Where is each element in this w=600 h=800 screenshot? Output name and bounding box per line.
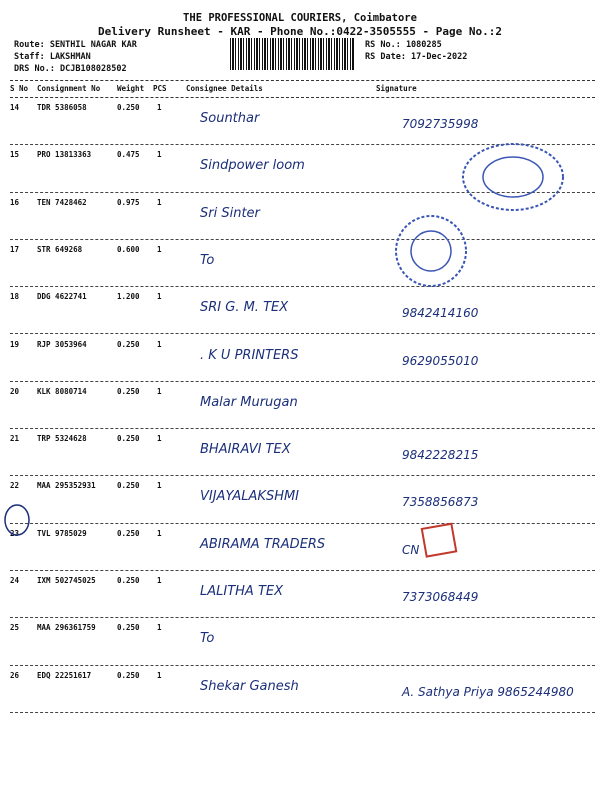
row-weight: 0.250: [117, 103, 140, 112]
row-consignment-no: TVL 9785029: [37, 528, 87, 538]
route-label: Route: SENTHIL NAGAR KAR: [14, 40, 137, 50]
table-row: [10, 286, 595, 334]
table-row: [10, 570, 595, 618]
row-pcs: 1: [157, 434, 162, 444]
row-consignee: ABIRAMA TRADERS: [200, 536, 326, 552]
row-consignee: To: [200, 631, 215, 647]
table-row: [10, 239, 595, 287]
row-consignment-no: KLK 8080714: [37, 386, 87, 396]
row-sno: 14: [10, 103, 20, 112]
row-consignee: Sindpower loom: [200, 158, 305, 174]
row-pcs: 1: [157, 623, 162, 633]
row-signature-note: 9629055010: [402, 353, 479, 368]
row-pcs: 1: [157, 339, 162, 349]
row-weight: 0.250: [117, 339, 140, 349]
row-pcs: 1: [157, 386, 162, 396]
table-row: [10, 334, 595, 382]
row-weight: 0.250: [117, 528, 140, 538]
row-pcs: 1: [157, 292, 162, 302]
table-row: [10, 523, 595, 571]
row-consignment-no: PRO 13813363: [37, 150, 92, 160]
row-consignment-no: DDG 4622741: [37, 292, 87, 302]
col-pcs: PCS: [153, 84, 167, 93]
row-weight: 0.250: [117, 576, 140, 585]
table-row: [10, 381, 595, 429]
row-consignee: LALITHA TEX: [200, 584, 284, 599]
row-pcs: 1: [157, 197, 162, 207]
row-sno: 15: [10, 150, 20, 160]
row-sno: 16: [10, 197, 20, 207]
row-sno: 21: [10, 434, 20, 444]
row-consignment-no: TDR 5386058: [37, 103, 87, 112]
company-stamp-litra: [458, 140, 568, 215]
row-consignee: VIJAYALAKSHMI: [200, 489, 300, 505]
rs-number: RS No.: 1080285: [365, 40, 442, 50]
row-consignee: Sounthar: [200, 111, 260, 126]
rs-date: RS Date: 17-Dec-2022: [365, 52, 468, 62]
table-header: [10, 80, 595, 98]
row-consignment-no: MAA 296361759: [37, 623, 96, 633]
row-pcs: 1: [157, 103, 162, 112]
row-weight: 0.250: [117, 670, 140, 680]
row-consignee: Sri Sinter: [200, 205, 260, 221]
row-consignment-no: EDQ 22251617: [37, 670, 92, 680]
barcode: [230, 38, 354, 70]
row-weight: 0.250: [117, 434, 140, 444]
row-consignment-no: STR 649268: [37, 244, 83, 254]
document-title: THE PROFESSIONAL COURIERS, Coimbatore: [183, 12, 417, 24]
col-signature: Signature: [376, 84, 417, 93]
cn-red-mark: [420, 520, 460, 560]
row-consignee: To: [200, 252, 215, 268]
row-sno: 18: [10, 292, 20, 302]
table-row: [10, 97, 595, 145]
row-sno: 17: [10, 244, 20, 254]
row-sno: 19: [10, 339, 20, 349]
row-weight: 0.250: [117, 481, 140, 491]
col-sno: S No: [10, 84, 29, 93]
row-pcs: 1: [157, 670, 162, 680]
row-signature-note: 7358856873: [402, 495, 479, 510]
row-signature-note: 7092735998: [402, 117, 479, 131]
drs-number: DRS No.: DCJB108028502: [14, 64, 127, 74]
row-signature-note: A. Sathya Priya 9865244980: [402, 684, 574, 699]
row-signature-note: CN: [402, 542, 420, 557]
row-signature-note: 9842228215: [402, 448, 479, 463]
row-sno: 23: [10, 528, 20, 538]
row-sno: 25: [10, 623, 20, 633]
row-weight: 0.250: [117, 386, 140, 396]
col-weight: Weight: [117, 84, 145, 93]
table-row: [10, 475, 595, 523]
row-sno: 20: [10, 386, 20, 396]
row-consignee: . K U PRINTERS: [200, 347, 299, 363]
row-weight: 0.250: [117, 623, 140, 633]
document-subtitle: Delivery Runsheet - KAR - Phone No.:0422-3505555 - Page No.:2: [98, 25, 502, 38]
row-pcs: 1: [157, 481, 162, 491]
col-consignee: Consignee Details: [186, 84, 263, 93]
row-pcs: 1: [157, 150, 162, 160]
row-consignment-no: TRP 5324628: [37, 434, 87, 444]
row-sno: 24: [10, 576, 20, 585]
table-row: [10, 665, 595, 713]
table-row: [10, 428, 595, 476]
row-consignment-no: IXM 502745025: [37, 576, 96, 585]
row-pcs: 1: [157, 244, 162, 254]
row-consignee: Shekar Ganesh: [200, 678, 299, 694]
row-consignee: BHAIRAVI TEX: [200, 442, 291, 458]
row-sno: 22: [10, 481, 20, 491]
company-stamp-selvanayaki: [392, 212, 470, 290]
red-circle-mark: [3, 503, 31, 537]
row-pcs: 1: [157, 528, 162, 538]
col-consignment: Consignment No: [37, 84, 101, 93]
row-consignee: Malar Murugan: [200, 394, 298, 410]
row-weight: 0.475: [117, 150, 140, 160]
row-consignment-no: MAA 295352931: [37, 481, 96, 491]
table-row: [10, 617, 595, 665]
row-consignee: SRI G. M. TEX: [200, 300, 289, 316]
row-weight: 0.975: [117, 197, 140, 207]
row-signature-note: 7373068449: [402, 590, 479, 604]
row-pcs: 1: [157, 576, 162, 585]
row-consignment-no: TEN 7428462: [37, 197, 87, 207]
row-weight: 1.200: [117, 292, 140, 302]
row-sno: 26: [10, 670, 20, 680]
row-signature-note: 9842414160: [402, 306, 479, 321]
row-weight: 0.600: [117, 244, 140, 254]
staff-label: Staff: LAKSHMAN: [14, 52, 91, 62]
row-consignment-no: RJP 3053964: [37, 339, 87, 349]
